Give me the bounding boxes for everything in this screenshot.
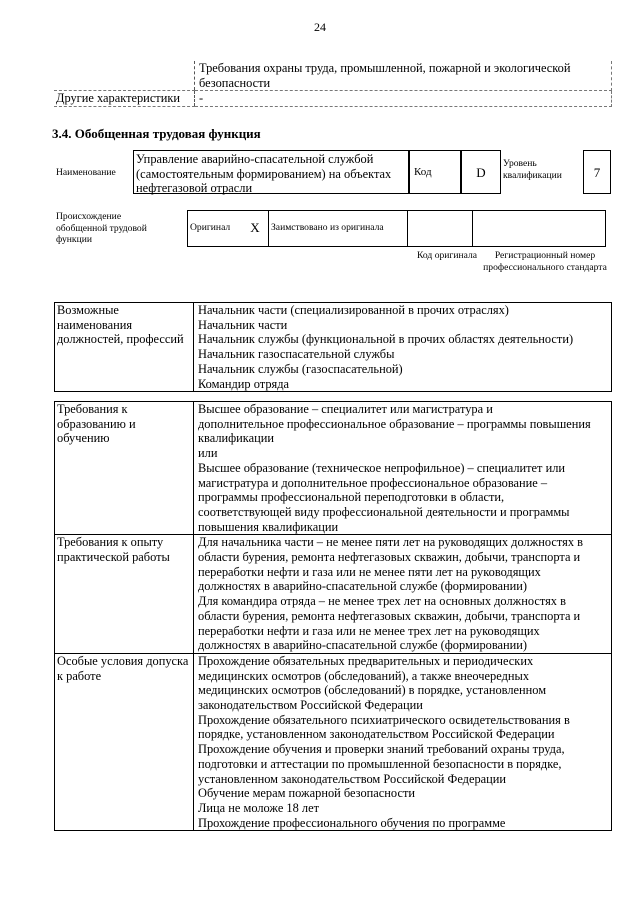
level-label: Уровень квалификации <box>503 158 562 181</box>
text-line: законодательством Российской Федерации <box>198 698 423 713</box>
text-line: Высшее образование (техническое непрофильное) – специалитет или <box>198 460 566 475</box>
text-line: Обучение мерам пожарной безопасности <box>198 786 415 801</box>
conditions-text <box>194 653 612 830</box>
requirements-row-conditions <box>55 653 612 830</box>
positions-list <box>194 303 612 392</box>
text-line: Прохождение обучения и проверки знаний требований охраны труда, <box>198 742 565 757</box>
text-line: Лица не моложе 18 лет <box>198 800 320 815</box>
text-line: переработки нефти и газа или не менее трех лет на руководящих <box>198 623 540 638</box>
conditions-label: Особые условия допуска к работе <box>55 653 194 830</box>
text-line: программы профессиональной переподготовки в области, <box>198 490 505 505</box>
position-item: Начальник газоспасательной службы <box>198 347 395 362</box>
text-line: магистратура и дополнительное профессиональное образование – <box>198 475 548 490</box>
code-box <box>409 150 461 194</box>
original-mark: X <box>242 211 269 247</box>
experience-text <box>194 535 612 654</box>
code-original-cell <box>408 211 473 247</box>
section-title: 3.4. Обобщенная трудовая функция <box>52 126 261 141</box>
text-line: области бурения, ремонта нефтегазовых скважин, добычи, транспорта и <box>198 550 581 565</box>
text-line: подготовки и аттестации по промышленной безопасности в порядке, <box>198 756 562 771</box>
text-line: медицинских осмотров (обследований), а также внеочередных <box>198 668 530 683</box>
text-line: Прохождение профессионального обучения по программе <box>198 815 506 830</box>
position-item: Начальник части <box>198 317 288 332</box>
code-label: Код <box>414 166 432 178</box>
text-line: соответствующей виду профессиональной деятельности и программы <box>198 504 570 519</box>
requirements-row-experience <box>55 535 612 654</box>
fragment-table <box>54 61 612 107</box>
fragment-row2-value: - <box>195 91 612 107</box>
text-line: дополнительное профессиональное образование – программы повышения <box>198 416 591 431</box>
positions-label: Возможные наименования должностей, профессий <box>55 303 194 392</box>
origin-table <box>187 210 606 247</box>
code-value: D <box>461 150 501 194</box>
fragment-row2-label: Другие характеристики <box>54 91 195 107</box>
position-item: Командир отряда <box>198 376 290 391</box>
text-line: Прохождение обязательных предварительных и периодических <box>198 653 534 668</box>
text-line: должностях в аварийно-спасательной службе (формировании) <box>198 579 528 594</box>
experience-label: Требования к опыту практической работы <box>55 535 194 654</box>
text-line: квалификации <box>198 431 275 446</box>
name-label: Наименование <box>56 167 116 178</box>
text-line: должностях в аварийно-спасательной службе (формировании) <box>198 638 528 653</box>
fragment-empty-cell <box>54 61 195 91</box>
text-line: переработки нефти и газа или не менее пяти лет на руководящих <box>198 564 541 579</box>
text-line: установленном законодательством Российской Федерации <box>198 771 507 786</box>
text-line: порядке, установленном законодательством Российской Федерации <box>198 727 555 742</box>
position-item: Начальник службы (газоспасательной) <box>198 361 403 376</box>
text-line: повышения квалификации <box>198 519 339 534</box>
origin-label: Происхождение обобщенной трудовой функции <box>56 211 147 245</box>
page-number: 24 <box>314 20 326 34</box>
education-label: Требования к образованию и обучению <box>55 402 194 535</box>
original-label: Оригинал <box>188 211 243 247</box>
positions-table <box>54 302 612 392</box>
education-text <box>194 402 612 535</box>
level-value: 7 <box>583 150 611 194</box>
reg-number-caption: Регистрационный номер профессионального стандарта <box>483 250 607 273</box>
text-line: области бурения, ремонта нефтегазовых скважин, добычи, транспорта и <box>198 608 581 623</box>
requirements-row-education <box>55 402 612 535</box>
borrowed-label: Заимствовано из оригинала <box>269 211 408 247</box>
text-line: медицинских осмотров (обследований) в порядке, установленном <box>198 683 547 698</box>
name-value: Управление аварийно-спасательной службой (самостоятельным формированием) на объектах нефтегазовой отрасли <box>133 150 409 194</box>
text-line: Для начальника части – не менее пяти лет на руководящих должностях в <box>198 535 583 550</box>
text-line: Высшее образование – специалитет или магистратура и <box>198 402 493 416</box>
position-item: Начальник части (специализированной в прочих отраслях) <box>198 303 509 317</box>
code-original-caption: Код оригинала <box>416 250 478 261</box>
position-item: Начальник службы (функциональной в прочих областях деятельности) <box>198 332 574 347</box>
fragment-row1-text: Требования охраны труда, промышленной, пожарной и экологической безопасности <box>195 61 612 91</box>
text-line: Для командира отряда – не менее трех лет на основных должностях в <box>198 594 566 609</box>
text-line: Прохождение обязательного психиатрического освидетельствования в <box>198 712 570 727</box>
text-line: или <box>198 446 218 461</box>
reg-number-cell <box>473 211 606 247</box>
requirements-table <box>54 401 612 831</box>
